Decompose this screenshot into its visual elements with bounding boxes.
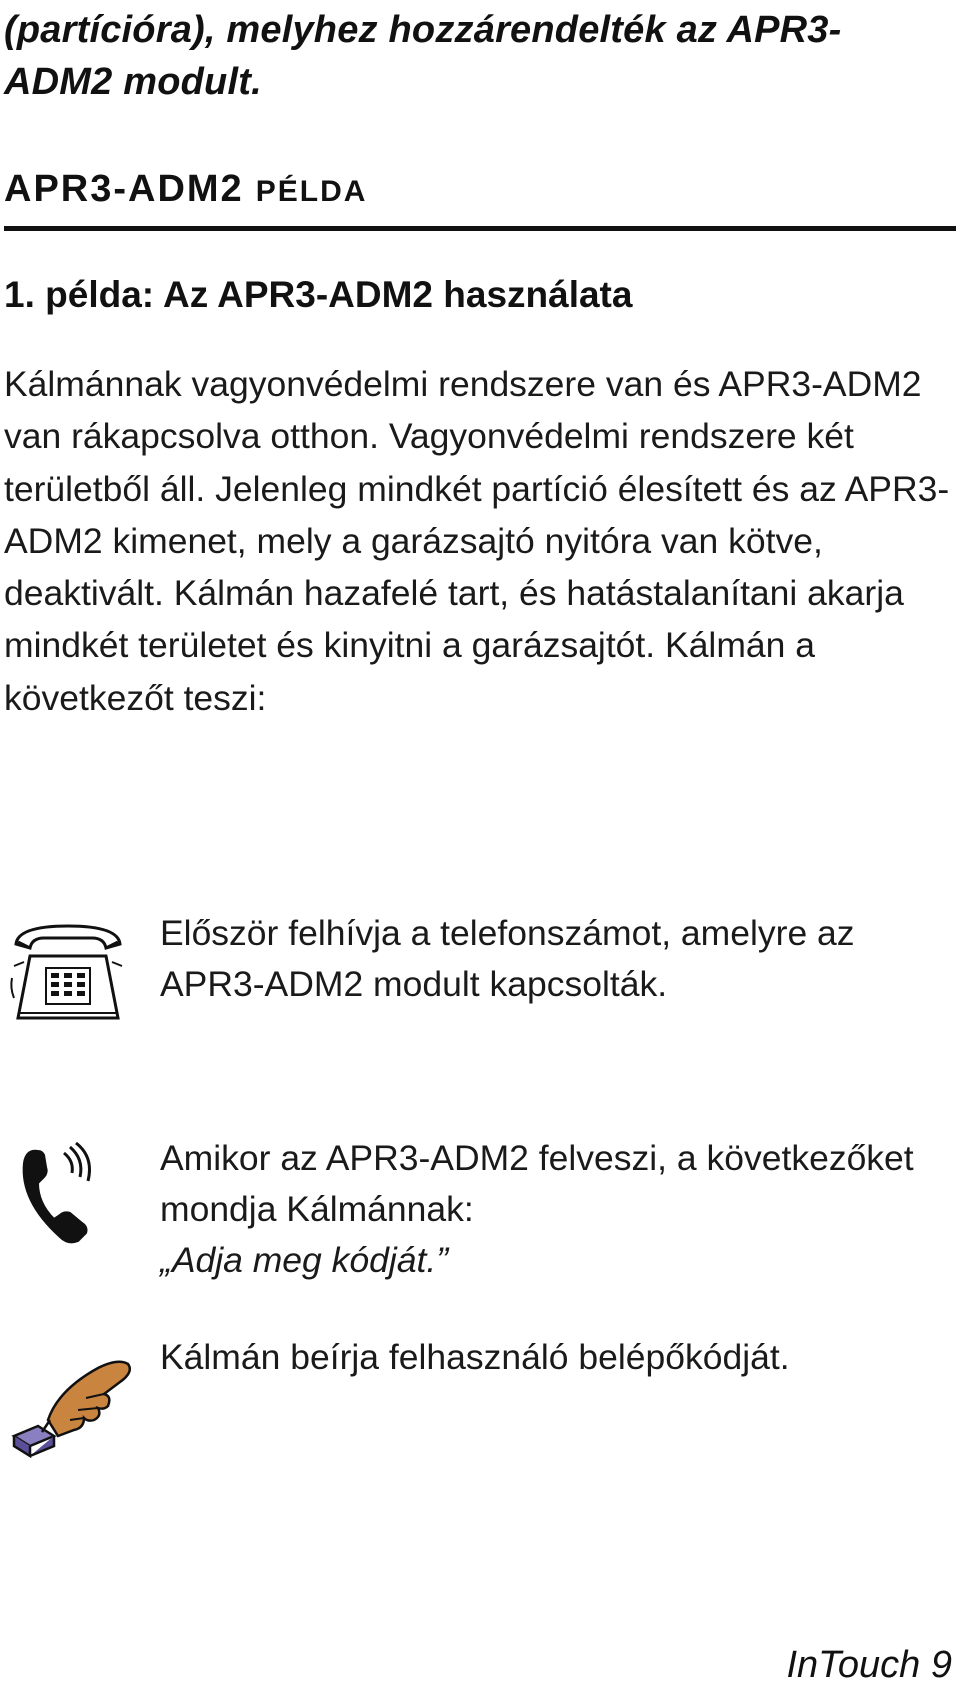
section-title [4,168,367,211]
section-title-small: PÉLDA [255,175,368,208]
section-divider [4,226,956,231]
finger-press-button-icon [8,1350,138,1465]
example-heading: 1. példa: Az APR3-ADM2 használata [4,274,633,315]
step-answer-text [160,1133,955,1286]
step-answer-lead: Amikor az APR3-ADM2 felveszi, a következőket mondja Kálmánnak: [160,1138,914,1229]
section-title-main: APR3-ADM2 [4,168,244,210]
example-intro-paragraph: Kálmánnak vagyonvédelmi rendszere van és APR3-ADM2 van rákapcsolva otthon. Vagyonvédelmi rendszere két területből áll. Jelenleg mindkét partíció élesített és az APR3-ADM2 kimenet, mely a garázsajtó nyitóra van kötve, deaktivált. Kálmán hazafelé tart, és hatástalanítani akarja mindkét területet és kinyitni a garázsajtót. Kálmán a következőt teszi: [4,364,950,718]
spoken-prompt: „Adja meg kódját.” [160,1240,449,1280]
page-footer: InTouch 9 [786,1644,952,1686]
desk-phone-icon [8,918,128,1033]
continued-text: (partícióra), melyhez hozzárendelték az APR3-ADM2 modult. [4,9,842,103]
step-dial-text: Először felhívja a telefonszámot, amelyre az APR3-ADM2 modult kapcsolták. [160,913,855,1004]
step-enter-code-text: Kálmán beírja felhasználó belépőkódját. [160,1337,790,1377]
ringing-handset-icon [8,1141,108,1256]
